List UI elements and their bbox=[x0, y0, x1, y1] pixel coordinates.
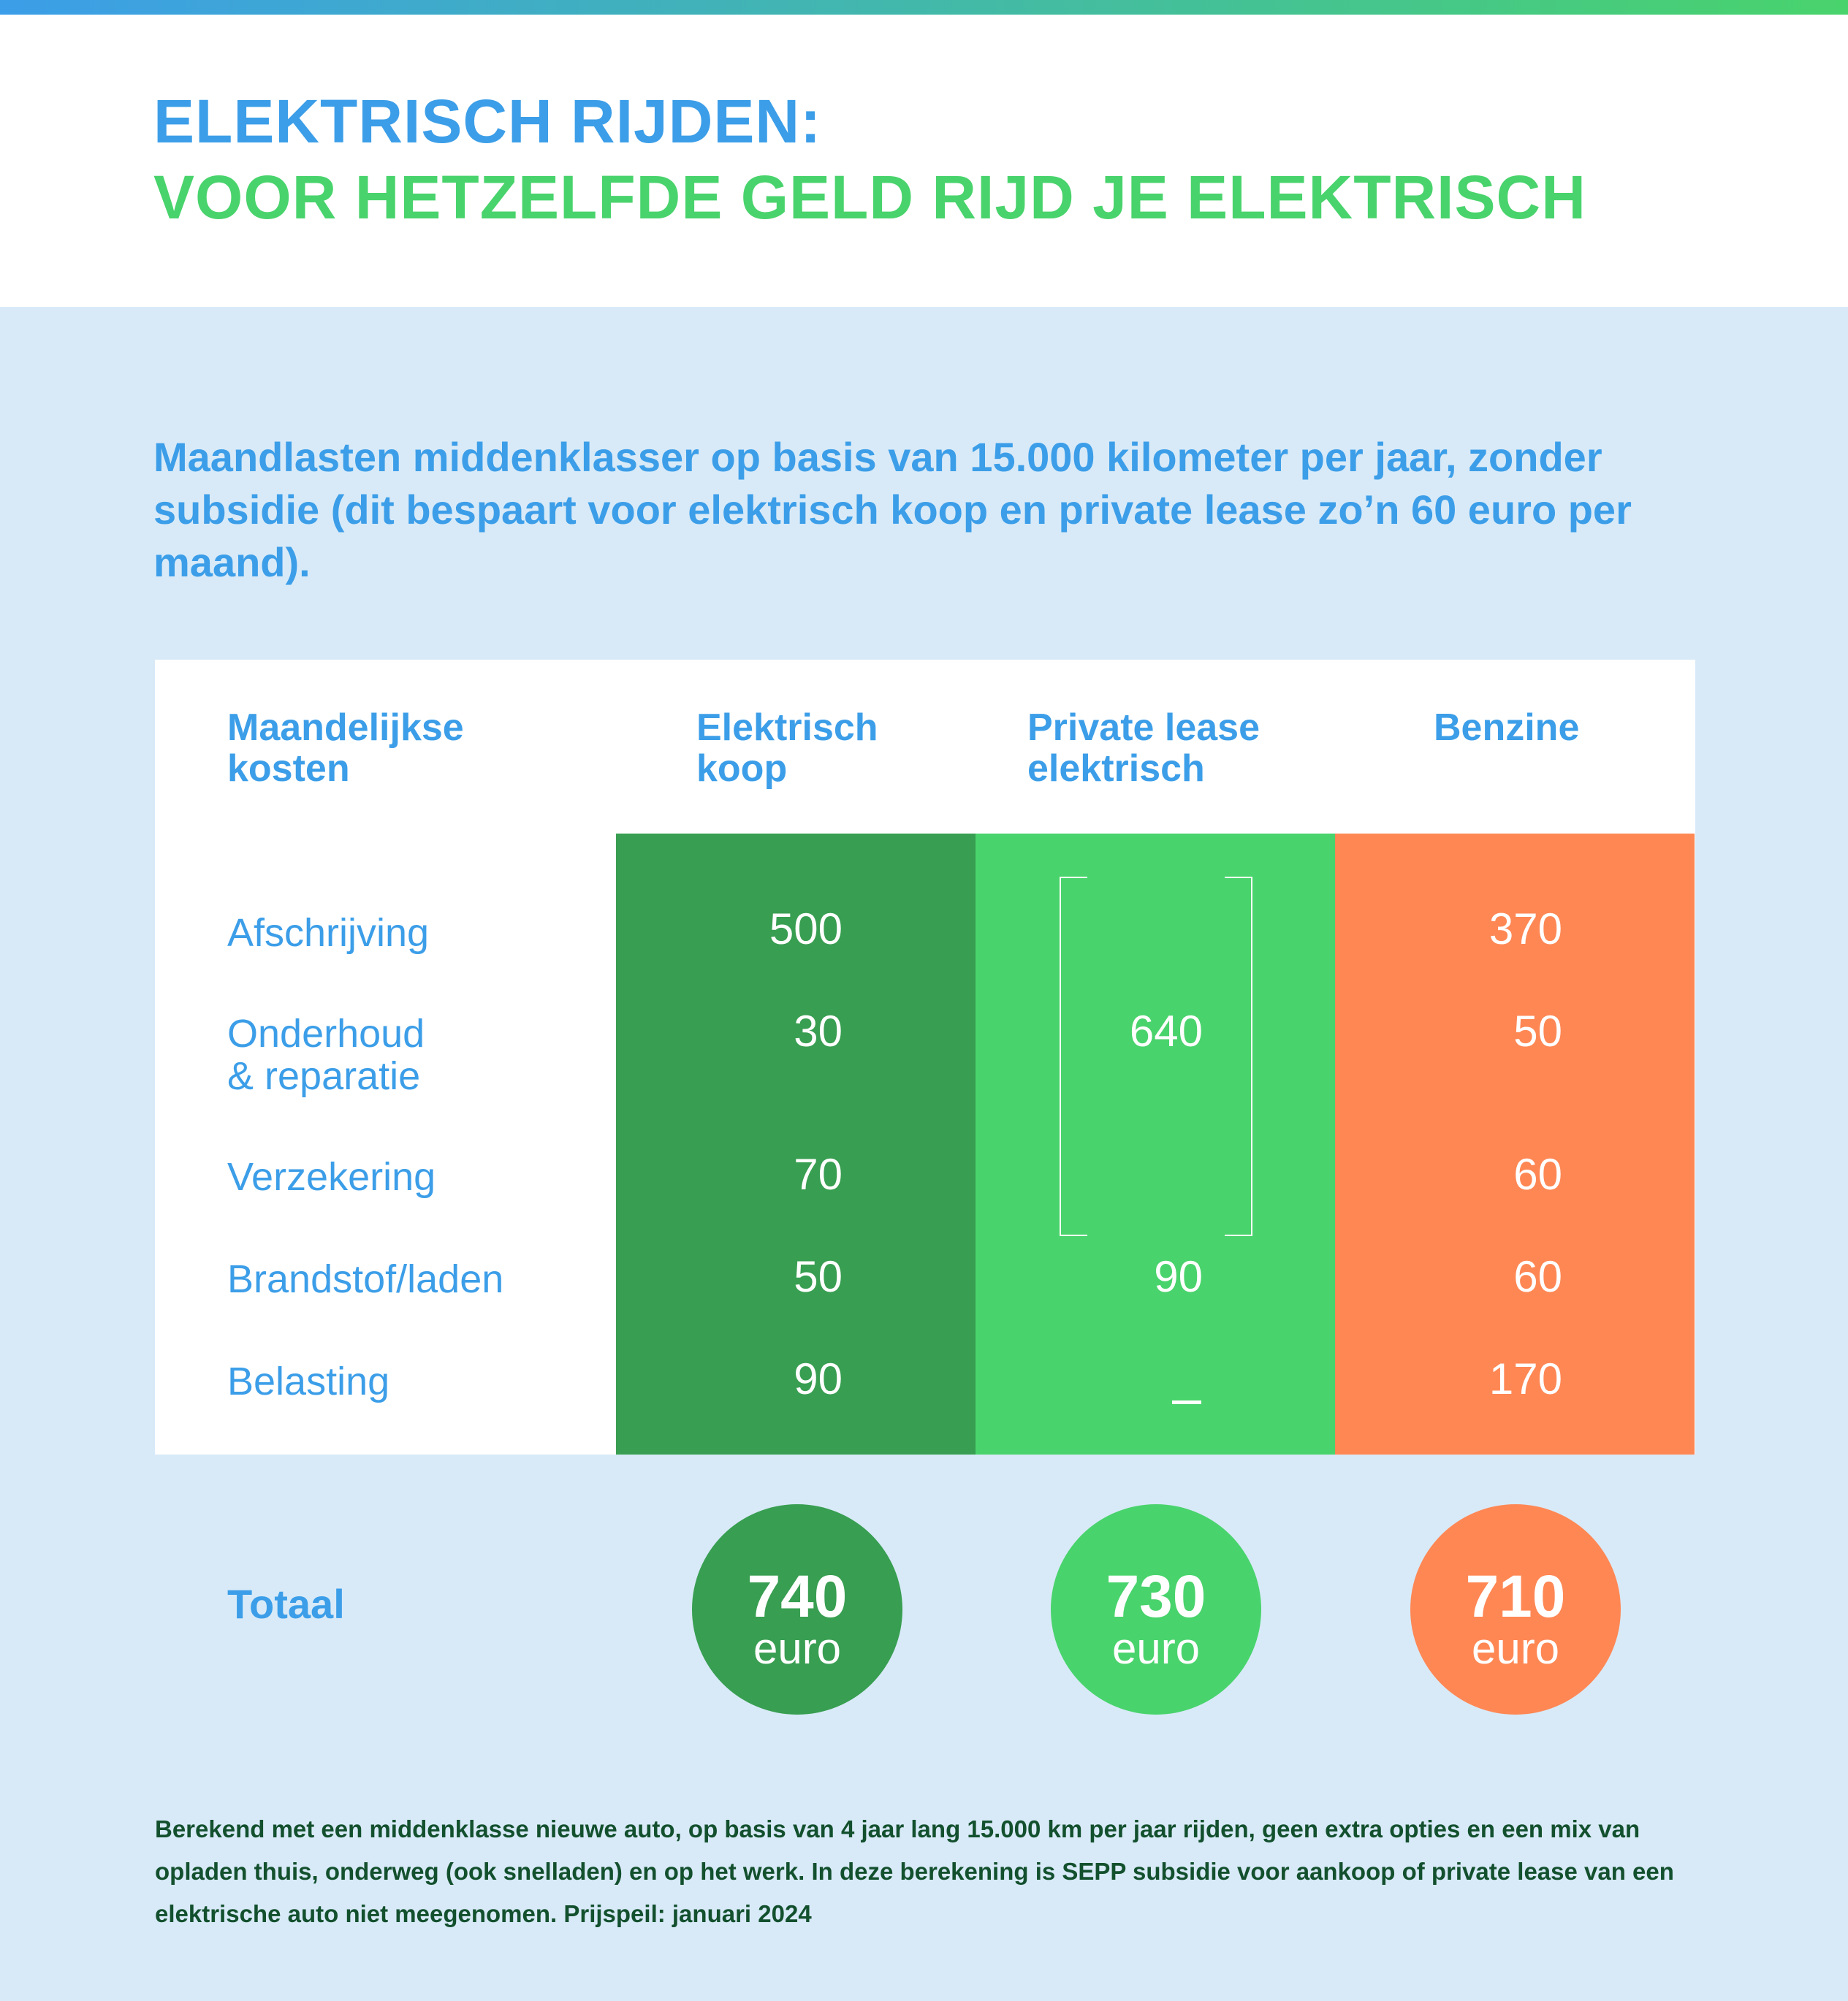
header-costs bbox=[227, 707, 464, 789]
bracket-right bbox=[1225, 877, 1252, 1236]
total-electric-buy-unit: euro bbox=[753, 1624, 842, 1673]
total-petrol-unit: euro bbox=[1471, 1624, 1560, 1673]
row-label-belasting: Belasting bbox=[227, 1360, 390, 1403]
value-petrol-brandstof: 60 bbox=[1513, 1252, 1562, 1301]
header-costs-line-1: Maandelijkse bbox=[227, 706, 464, 749]
footnote: Berekend met een middenklasse nieuwe auto, op basis van 4 jaar lang 15.000 km per jaar rijden, geen extra opties en een mix van opladen thuis, onderweg (ook snelladen) en op het werk. In deze berekening is SEPP subsidie voor aankoop of private lease van een elektrische auto niet meegenomen. Prijspeil: januari 2024 bbox=[155, 1815, 1674, 1927]
value-private-lease-belasting-dash bbox=[1172, 1400, 1201, 1404]
value-petrol-afschrijving: 370 bbox=[1488, 904, 1562, 953]
row-label-onderhoud-line-1: Onderhoud bbox=[227, 1012, 425, 1056]
header-costs-line-2: kosten bbox=[227, 747, 350, 790]
total-private-lease-unit: euro bbox=[1111, 1624, 1201, 1673]
top-gradient-bar bbox=[0, 0, 1848, 15]
header-private-lease-line-2: elektrisch bbox=[1027, 747, 1205, 790]
title-line-2: VOOR HETZELFDE GELD RIJD JE ELEKTRISCH bbox=[153, 163, 1586, 232]
header bbox=[0, 15, 1848, 307]
row-label-brandstof: Brandstof/laden bbox=[227, 1257, 504, 1301]
header-electric-buy bbox=[696, 707, 878, 789]
total-circle-private-lease bbox=[1051, 1504, 1261, 1715]
total-electric-buy-value: 740 bbox=[747, 1563, 848, 1630]
value-electric-buy-onderhoud: 30 bbox=[794, 1007, 843, 1056]
header-private-lease-line-1: Private lease bbox=[1027, 706, 1260, 749]
value-electric-buy-afschrijving: 500 bbox=[769, 904, 843, 953]
value-petrol-verzekering: 60 bbox=[1513, 1150, 1562, 1199]
total-circle-electric-buy bbox=[692, 1504, 902, 1715]
value-electric-buy-verzekering: 70 bbox=[794, 1150, 843, 1199]
value-petrol-onderhoud: 50 bbox=[1513, 1007, 1562, 1056]
value-private-lease-brandstof: 90 bbox=[1154, 1252, 1203, 1301]
total-petrol-value: 710 bbox=[1465, 1563, 1566, 1630]
header-private-lease bbox=[1027, 707, 1260, 789]
header-electric-buy-line-2: koop bbox=[696, 747, 788, 790]
bracket-left bbox=[1060, 877, 1087, 1236]
row-label-onderhoud-line-2: & reparatie bbox=[227, 1054, 421, 1098]
row-label-onderhoud bbox=[227, 1013, 425, 1097]
row-label-afschrijving: Afschrijving bbox=[227, 911, 430, 955]
header-petrol: Benzine bbox=[1434, 706, 1580, 749]
row-label-verzekering: Verzekering bbox=[227, 1155, 436, 1199]
value-petrol-belasting: 170 bbox=[1488, 1354, 1562, 1403]
column-private-lease-background bbox=[976, 834, 1335, 1455]
total-label: Totaal bbox=[227, 1581, 345, 1627]
total-private-lease-value: 730 bbox=[1106, 1563, 1206, 1630]
value-electric-buy-brandstof: 50 bbox=[794, 1252, 843, 1301]
value-electric-buy-belasting: 90 bbox=[794, 1354, 843, 1403]
intro-text: Maandlasten middenklasser op basis van 15.000 kilometer per jaar, zonder subsidie (dit bespaart voor elektrisch koop en private lease zo’n 60 euro per maand). bbox=[153, 434, 1632, 585]
total-circle-petrol bbox=[1410, 1504, 1621, 1715]
title-line-1: ELEKTRISCH RIJDEN: bbox=[153, 87, 822, 156]
header-electric-buy-line-1: Elektrisch bbox=[696, 706, 878, 749]
value-private-lease-combined: 640 bbox=[1129, 1007, 1203, 1056]
